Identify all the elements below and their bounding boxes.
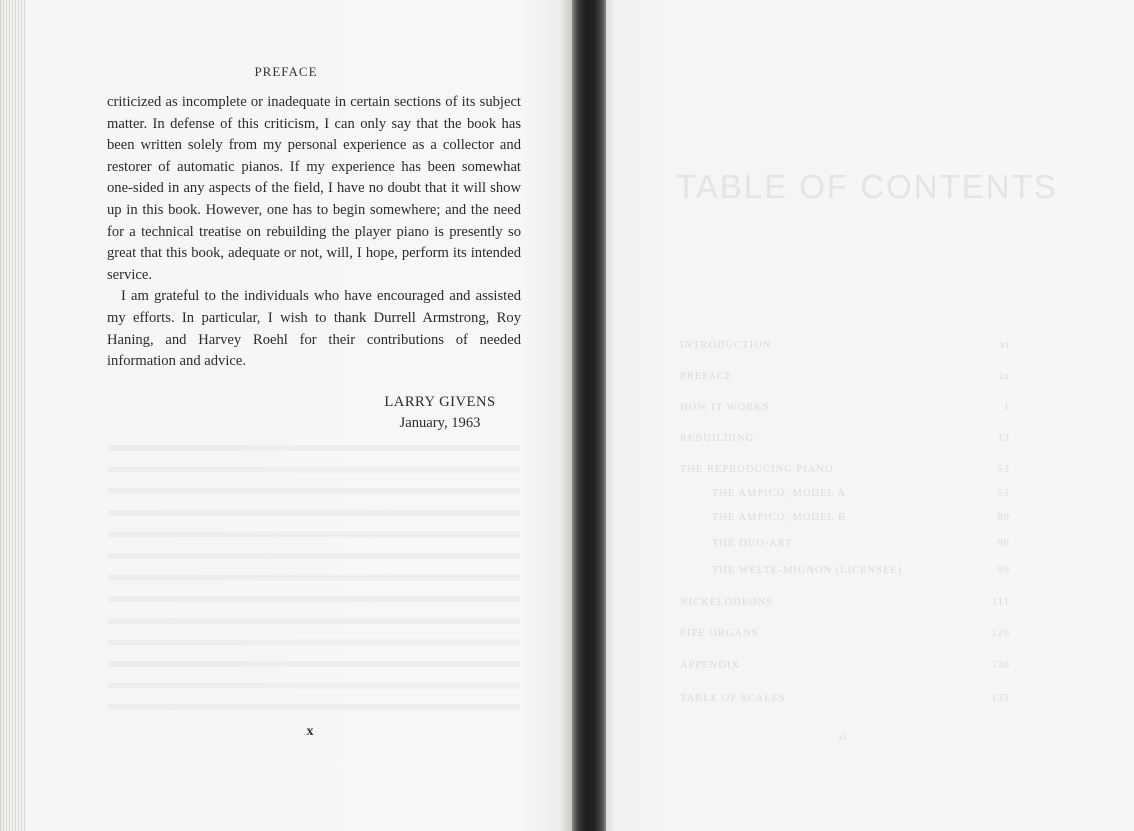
toc-entry <box>680 597 1010 613</box>
toc-title: TABLE OF CONTENTS <box>676 168 1058 205</box>
toc-entry-page: 130 <box>991 660 1010 671</box>
toc-entry-label: THE AMPICO, MODEL A <box>712 488 847 499</box>
show-through-texture <box>108 434 520 714</box>
toc-entry <box>712 488 1010 504</box>
toc-entry <box>680 402 1010 418</box>
toc-entry-label: APPENDIX <box>680 660 740 671</box>
author-signature-name: LARRY GIVENS <box>384 394 496 410</box>
toc-entry <box>712 565 1010 581</box>
preface-body <box>107 92 521 373</box>
running-head: PREFACE <box>254 64 318 79</box>
toc-entry-page: 126 <box>991 628 1010 639</box>
toc-entry-page: 135 <box>991 693 1010 704</box>
toc-entry-page: 55 <box>997 488 1010 499</box>
toc-entry-label: THE AMPICO, MODEL B <box>712 512 847 523</box>
toc-entry <box>680 693 1010 709</box>
toc-entry <box>680 628 1010 644</box>
toc-entry <box>712 512 1010 528</box>
toc-entry-page: 96 <box>997 538 1010 549</box>
author-signature-date: January, 1963 <box>399 415 481 431</box>
toc-entry <box>680 340 1010 356</box>
toc-entry-label: HOW IT WORKS <box>680 402 770 413</box>
toc-entry-page: 99 <box>997 565 1010 576</box>
toc-entry-page: 111 <box>992 597 1010 608</box>
toc-entry <box>712 538 1010 554</box>
toc-entry <box>680 660 1010 676</box>
toc-entry-label: NICKELODEONS <box>680 597 774 608</box>
preface-paragraph-2: I am grateful to the individuals who have encouraged and assisted my efforts. In particular, I wish to thank Durrell Armstrong, Roy Haning, and Harvey Roehl for their contributions of needed information and advice. <box>107 288 521 370</box>
toc-entry-page: 53 <box>997 464 1010 475</box>
toc-entry-label: THE WELTE-MIGNON (LICENSEE) <box>712 565 903 576</box>
preface-paragraph-1: criticized as incomplete or inadequate in certain sections of its subject matter. In defense of this criticism, I can only say that the book has been written solely from my personal experience as a collector and restorer of automatic pianos. If my experience has been somewhat one-sided in any aspects of the field, I have no doubt that it will show up in this book. However, one has to begin somewhere; and the need for a technical treatise on rebuilding the player piano is presently so great that this book, adequate or not, will, I hope, perform its intended service. <box>107 94 521 283</box>
right-page-number: xi <box>838 732 846 743</box>
toc-entry <box>680 433 1010 449</box>
toc-entry-label: PIPE ORGANS <box>680 628 759 639</box>
toc-entry-label: THE DUO-ART <box>712 538 793 549</box>
toc-entry <box>680 371 1010 387</box>
toc-entry-label: INTRODUCTION <box>680 340 772 351</box>
book-gutter <box>572 0 606 831</box>
toc-entry <box>680 464 1010 480</box>
left-page-number: x <box>306 724 314 739</box>
toc-entry-page: ix <box>999 371 1010 382</box>
toc-entry-page: xi <box>999 340 1010 351</box>
toc-entry-label: PREFACE <box>680 371 733 382</box>
toc-entry-page: 13 <box>997 433 1010 444</box>
toc-entry-page: 1 <box>1003 402 1010 413</box>
toc-entry-page: 80 <box>997 512 1010 523</box>
toc-entry-label: THE REPRODUCING PIANO <box>680 464 834 475</box>
toc-entry-label: TABLE OF SCALES <box>680 693 786 704</box>
toc-entry-label: REBUILDING <box>680 433 755 444</box>
